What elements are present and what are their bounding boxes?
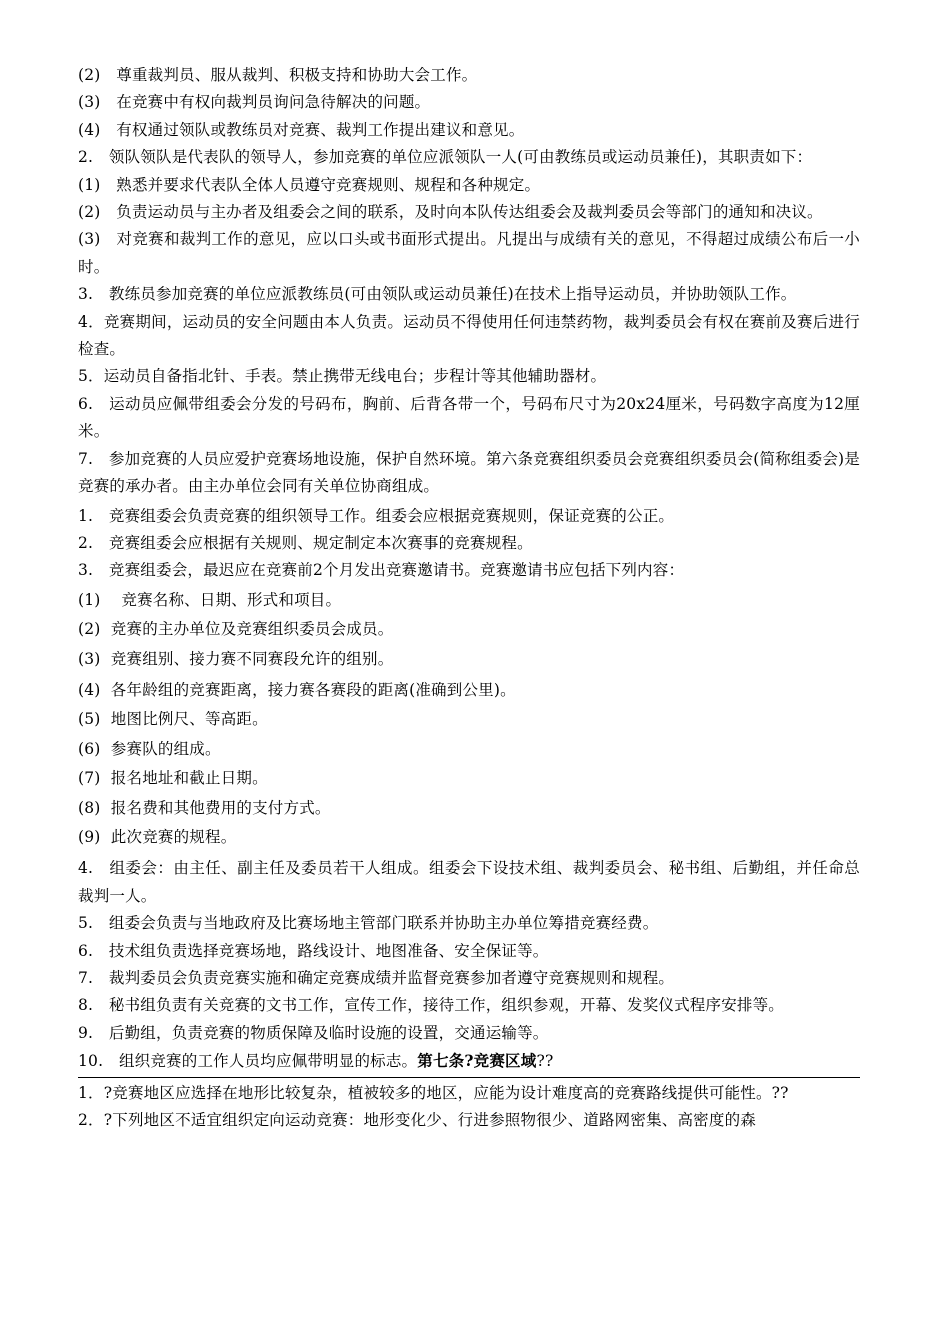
- paragraph-invite-7: (7) 报名地址和截止日期。: [78, 769, 268, 788]
- paragraph-team-leader: 2. 领队领队是代表队的领导人，参加竞赛的单位应派领队一人(可由教练员或运动员兼任)，其职责如下：: [78, 148, 813, 167]
- paragraph-leader-duty-2: (2) 负责运动员与主办者及组委会之间的联系，及时向本队传达组委会及裁判委员会等部门的通知和决议。: [78, 203, 823, 222]
- paragraph-bib-number: 6. 运动员应佩带组委会分发的号码布，胸前、后背各带一个，号码布尺寸为20x24厘米，号码数字高度为12厘米。: [78, 394, 860, 441]
- paragraph-safety: 4．竞赛期间，运动员的安全问题由本人负责。运动员不得使用任何违禁药物，裁判委员会有权在赛前及赛后进行检查。: [78, 312, 860, 359]
- paragraph-item-4: (4) 有权通过领队或教练员对竞赛、裁判工作提出建议和意见。: [78, 120, 525, 139]
- paragraph-area-1: 1．?竞赛地区应选择在地形比较复杂，植被较多的地区，应能为设计难度高的竞赛路线提供可能性。??: [78, 1083, 789, 1102]
- paragraph-leader-duty-1: (1) 熟悉并要求代表队全体人员遵守竞赛规则、规程和各种规定。: [78, 175, 541, 194]
- paragraph-committee-10-text: 10. 组织竞赛的工作人员均应佩带明显的标志。: [78, 1052, 418, 1071]
- paragraph-committee-10-tail: ??: [536, 1052, 554, 1071]
- paragraph-committee-intro: 7. 参加竞赛的人员应爱护竞赛场地设施，保护自然环境。第六条竞赛组织委员会竞赛组织委员会(简称组委会)是竞赛的承办者。由主办单位会同有关单位协商组成。: [78, 449, 860, 496]
- section-divider: [78, 1077, 860, 1078]
- paragraph-committee-10: [78, 1047, 860, 1075]
- paragraph-equipment: 5．运动员自备指北针、手表。禁止携带无线电台；步程计等其他辅助器材。: [78, 367, 607, 386]
- paragraph-invite-2: (2) 竞赛的主办单位及竞赛组织委员会成员。: [78, 620, 394, 639]
- paragraph-invite-6: (6) 参赛队的组成。: [78, 739, 221, 758]
- paragraph-committee-9: 9. 后勤组，负责竞赛的物质保障及临时设施的设置，交通运输等。: [78, 1023, 549, 1042]
- paragraph-invite-3: (3) 竞赛组别、接力赛不同赛段允许的组别。: [78, 649, 394, 668]
- section-heading-article-7: 第七条?竞赛区域: [417, 1051, 537, 1071]
- paragraph-item-2: (2) 尊重裁判员、服从裁判、积极支持和协助大会工作。: [78, 66, 478, 84]
- paragraph-committee-6: 6. 技术组负责选择竞赛场地，路线设计、地图准备、安全保证等。: [78, 941, 549, 960]
- paragraph-committee-1: 1. 竞赛组委会负责竞赛的组织领导工作。组委会应根据竞赛规则，保证竞赛的公正。: [78, 506, 675, 525]
- paragraph-committee-8: 8. 秘书组负责有关竞赛的文书工作，宣传工作，接待工作，组织参观，开幕、发奖仪式程序安排等。: [78, 996, 784, 1015]
- paragraph-item-3: (3) 在竞赛中有权向裁判员询问急待解决的问题。: [78, 93, 431, 112]
- paragraph-committee-7: 7. 裁判委员会负责竞赛实施和确定竞赛成绩并监督竞赛参加者遵守竞赛规则和规程。: [78, 969, 675, 987]
- paragraph-leader-duty-3: (3) 对竞赛和裁判工作的意见，应以口头或书面形式提出。凡提出与成绩有关的意见，不得超过成绩公布后一小时。: [78, 230, 860, 276]
- paragraph-committee-4: 4. 组委会：由主任、副主任及委员若干人组成。组委会下设技术组、裁判委员会、秘书组、后勤组，并任命总裁判一人。: [78, 859, 860, 905]
- paragraph-area-2: 2．?下列地区不适宜组织定向运动竞赛：地形变化少、行进参照物很少、道路网密集、高密度的森: [78, 1111, 756, 1130]
- paragraph-invite-4: (4) 各年龄组的竞赛距离，接力赛各赛段的距离(准确到公里)。: [78, 680, 516, 699]
- paragraph-committee-5: 5. 组委会负责与当地政府及比赛场地主管部门联系并协助主办单位筹措竞赛经费。: [78, 914, 659, 933]
- paragraph-committee-3: 3. 竞赛组委会，最迟应在竞赛前2个月发出竞赛邀请书。竞赛邀请书应包括下列内容：: [78, 561, 685, 580]
- paragraph-invite-1: (1) 竞赛名称、日期、形式和项目。: [78, 590, 342, 609]
- paragraph-invite-5: (5) 地图比例尺、等高距。: [78, 710, 268, 729]
- paragraph-invite-8: (8) 报名费和其他费用的支付方式。: [78, 798, 331, 817]
- paragraph-coach: 3. 教练员参加竞赛的单位应派教练员(可由领队或运动员兼任)在技术上指导运动员，并协助领队工作。: [78, 285, 797, 304]
- paragraph-committee-2: 2. 竞赛组委会应根据有关规则、规定制定本次赛事的竞赛规程。: [78, 533, 533, 552]
- paragraph-invite-9: (9) 此次竞赛的规程。: [78, 827, 237, 846]
- document-body: [78, 62, 860, 1134]
